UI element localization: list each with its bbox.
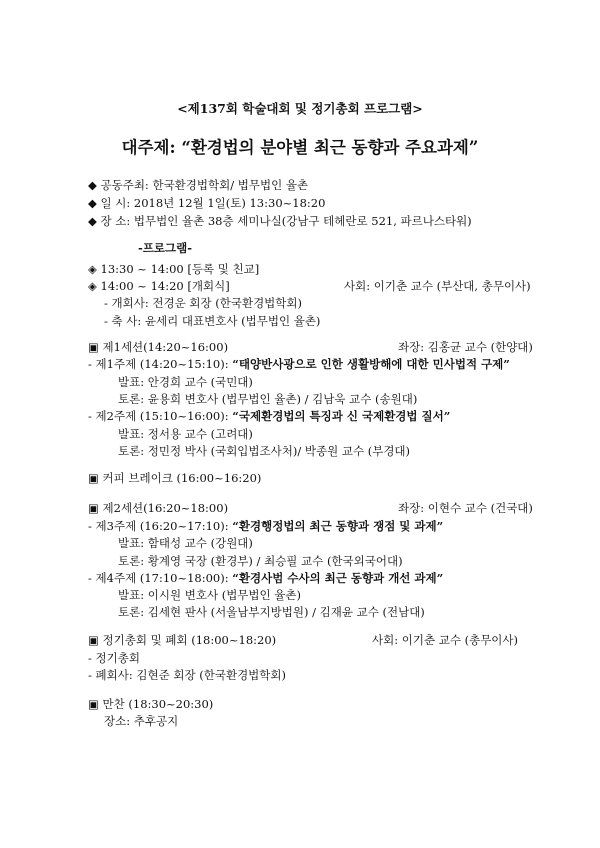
opening-ceremony-line: ◈ 14:00 ~ 14:20 [개회식] (88, 279, 230, 293)
topic3-line (88, 520, 443, 534)
info-venue: ◆ 장 소: 법무법인 율촌 38층 세미나실(강남구 테헤란로 521, 파르나스타워) (88, 214, 472, 228)
dinner-place: 장소: 추후공지 (104, 714, 179, 728)
general-meeting-item: - 정기총회 (88, 651, 140, 665)
topic2-presenter: 발표: 정서용 교수 (고려대) (118, 427, 253, 441)
topic2-label: - 제2주제 (15:10~16:00): (88, 409, 233, 423)
topic1-label: - 제1주제 (14:20~15:10): (88, 357, 233, 371)
coffee-break: ▣ 커피 브레이크 (16:00~16:20) (88, 471, 262, 485)
topic4-discussants: 토론: 김세현 판사 (서울남부지방법원) / 김재윤 교수 (전남대) (118, 605, 425, 619)
closing-speech: - 폐회사: 김현준 회장 (한국환경법학회) (88, 668, 286, 682)
info-host: ◆ 공동주최: 한국환경법학회/ 법무법인 율촌 (88, 178, 309, 192)
topic2-discussants: 토론: 정민정 박사 (국회입법조사처)/ 박종원 교수 (부경대) (118, 444, 411, 458)
program-heading: -프로그램- (138, 241, 192, 255)
session2-chair: 좌장: 이현수 교수 (건국대) (398, 501, 533, 515)
topic1-title: “태양반사광으로 인한 생활방해에 대한 민사법적 구제” (232, 357, 510, 371)
dinner-title: ▣ 만찬 (18:30~20:30) (88, 697, 214, 711)
topic1-discussants: 토론: 윤용희 변호사 (법무법인 율촌) / 김남욱 교수 (송원대) (118, 392, 418, 406)
general-meeting-host: 사회: 이기춘 교수 (총무이사) (372, 633, 519, 647)
info-date: ◆ 일 시: 2018년 12월 1일(토) 13:30~18:20 (88, 196, 326, 210)
opening-speech: - 개회사: 전경운 회장 (한국환경법학회) (104, 296, 302, 310)
topic3-discussants: 토론: 황계영 국장 (환경부) / 최승필 교수 (한국외국어대) (118, 554, 403, 568)
topic4-line (88, 572, 443, 586)
opening-ceremony-host: 사회: 이기춘 교수 (부산대, 총무이사) (344, 279, 531, 293)
session1-chair: 좌장: 김홍균 교수 (한양대) (398, 340, 533, 354)
topic4-label: - 제4주제 (17:10~18:00): (88, 571, 233, 585)
topic1-line (88, 358, 510, 372)
session1-title: ▣ 제1세션(14:20~16:00) (88, 340, 229, 354)
topic2-title: “국제환경법의 특징과 신 국제환경법 질서” (232, 409, 451, 423)
registration-line: ◈ 13:30 ~ 14:00 [등록 및 친교] (88, 262, 260, 276)
topic2-line (88, 410, 450, 424)
program-subtitle: <제137회 학술대회 및 정기총회 프로그램> (177, 101, 423, 116)
topic1-presenter: 발표: 안경희 교수 (국민대) (118, 375, 253, 389)
congratulatory-speech: - 축 사: 윤세리 대표변호사 (법무법인 율촌) (104, 314, 321, 328)
session2-title: ▣ 제2세션(16:20~18:00) (88, 501, 229, 515)
main-title: 대주제: “환경법의 분야별 최근 동향과 주요과제” (121, 138, 479, 157)
topic3-label: - 제3주제 (16:20~17:10): (88, 519, 233, 533)
topic3-presenter: 발표: 함태성 교수 (강원대) (118, 536, 253, 550)
general-meeting-title: ▣ 정기총회 및 폐회 (18:00~18:20) (88, 633, 277, 647)
topic3-title: “환경행정법의 최근 동향과 쟁점 및 과제” (232, 519, 444, 533)
topic4-title: “환경사범 수사의 최근 동향과 개선 과제” (232, 571, 444, 585)
topic4-presenter: 발표: 이시원 변호사 (법무법인 율촌) (118, 588, 301, 602)
